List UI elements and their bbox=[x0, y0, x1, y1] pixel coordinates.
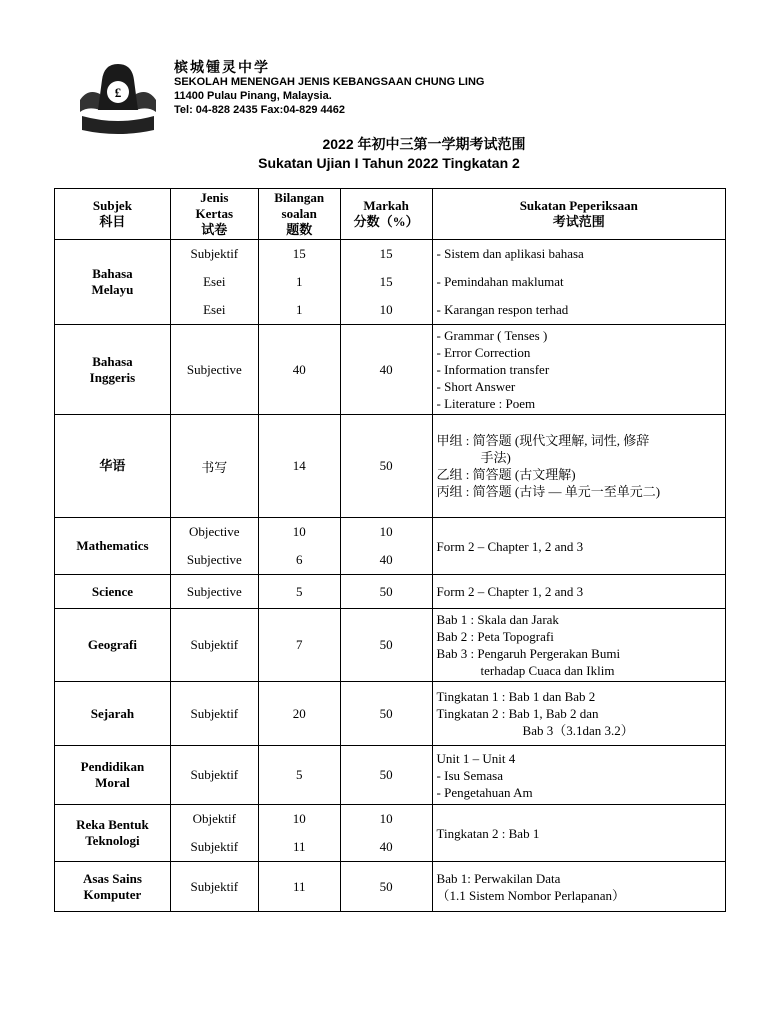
questions-cell: 5 bbox=[258, 575, 340, 609]
marks-cell: 50 bbox=[340, 609, 432, 682]
paper-cell: 书写 bbox=[170, 415, 258, 518]
questions-cell: 10 6 bbox=[258, 518, 340, 575]
marks-cell: 50 bbox=[340, 746, 432, 805]
subject-cell: Mathematics bbox=[55, 518, 171, 575]
table-row bbox=[55, 518, 726, 575]
questions-cell: 7 bbox=[258, 609, 340, 682]
subject-cell: 华语 bbox=[55, 415, 171, 518]
table-row bbox=[55, 575, 726, 609]
table-row bbox=[55, 415, 726, 518]
header-subject: Subjek 科目 bbox=[55, 189, 171, 240]
subject-cell: Science bbox=[55, 575, 171, 609]
table-row bbox=[55, 746, 726, 805]
school-address: 11400 Pulau Pinang, Malaysia. bbox=[174, 90, 332, 102]
school-header bbox=[174, 60, 484, 117]
title-cn: 2022 年初中三第一学期考试范围 bbox=[322, 136, 526, 152]
marks-cell: 50 bbox=[340, 415, 432, 518]
marks-cell: 10 40 bbox=[340, 805, 432, 862]
syllabus-cell: Tingkatan 2 : Bab 1 bbox=[432, 805, 725, 862]
marks-cell: 10 40 bbox=[340, 518, 432, 575]
syllabus-cell: Bab 1 : Skala dan Jarak Bab 2 : Peta Topografi Bab 3 : Pengaruh Pergerakan Bumi terhadap Cuaca dan Iklim bbox=[432, 609, 725, 682]
syllabus-cell: Form 2 – Chapter 1, 2 and 3 bbox=[432, 575, 725, 609]
table-row bbox=[55, 805, 726, 862]
header-marks: Markah 分数（%） bbox=[340, 189, 432, 240]
syllabus-cell: Unit 1 – Unit 4 - Isu Semasa - Pengetahuan Am bbox=[432, 746, 725, 805]
questions-cell: 11 bbox=[258, 862, 340, 912]
table-row bbox=[55, 325, 726, 415]
paper-cell: Subjektif bbox=[170, 609, 258, 682]
svg-text:£: £ bbox=[114, 85, 122, 100]
questions-cell: 14 bbox=[258, 415, 340, 518]
syllabus-cell: Tingkatan 1 : Bab 1 dan Bab 2 Tingkatan 2 : Bab 1, Bab 2 dan Bab 3（3.1dan 3.2） bbox=[432, 682, 725, 746]
paper-cell: Subjektif bbox=[170, 746, 258, 805]
header-syllabus: Sukatan Peperiksaan 考试范围 bbox=[432, 189, 725, 240]
syllabus-cell: 甲组 : 简答题 (现代文理解, 词性, 修辞 手法) 乙组 : 简答题 (古文理解) 丙组 : 简答题 (古诗 — 单元一至单元二) bbox=[432, 415, 725, 518]
questions-cell: 20 bbox=[258, 682, 340, 746]
syllabus-cell: Form 2 – Chapter 1, 2 and 3 bbox=[432, 518, 725, 575]
syllabus-table bbox=[54, 188, 726, 912]
subject-cell: Geografi bbox=[55, 609, 171, 682]
marks-cell: 40 bbox=[340, 325, 432, 415]
syllabus-cell: - Grammar ( Tenses ) - Error Correction - Information transfer - Short Answer - Literature : Poem bbox=[432, 325, 725, 415]
paper-cell: Subjektif bbox=[170, 682, 258, 746]
header-paper: Jenis Kertas 试卷 bbox=[170, 189, 258, 240]
document-titles bbox=[0, 135, 768, 173]
subject-cell: Asas Sains Komputer bbox=[55, 862, 171, 912]
marks-cell: 50 bbox=[340, 682, 432, 746]
school-logo bbox=[78, 60, 158, 134]
questions-cell: 40 bbox=[258, 325, 340, 415]
syllabus-cell: Bab 1: Perwakilan Data （1.1 Sistem Nombor Perlapanan） bbox=[432, 862, 725, 912]
subject-cell: Bahasa Inggeris bbox=[55, 325, 171, 415]
table-row bbox=[55, 240, 726, 325]
questions-cell: 15 1 1 bbox=[258, 240, 340, 325]
subject-cell: Bahasa Melayu bbox=[55, 240, 171, 325]
table-row bbox=[55, 862, 726, 912]
paper-cell: Subjective bbox=[170, 325, 258, 415]
marks-cell: 50 bbox=[340, 575, 432, 609]
header-row bbox=[55, 189, 726, 240]
paper-cell: Subjektif bbox=[170, 862, 258, 912]
school-name-cn: 槟城锺灵中学 bbox=[174, 59, 270, 75]
title-ms: Sukatan Ujian I Tahun 2022 Tingkatan 2 bbox=[258, 155, 520, 171]
table-row bbox=[55, 609, 726, 682]
syllabus-cell: - Sistem dan aplikasi bahasa - Pemindahan maklumat - Karangan respon terhad bbox=[432, 240, 725, 325]
paper-cell: Subjektif Esei Esei bbox=[170, 240, 258, 325]
questions-cell: 5 bbox=[258, 746, 340, 805]
paper-cell: Objektif Subjektif bbox=[170, 805, 258, 862]
subject-cell: Sejarah bbox=[55, 682, 171, 746]
paper-cell: Subjective bbox=[170, 575, 258, 609]
questions-cell: 10 11 bbox=[258, 805, 340, 862]
header-questions: Bilangan soalan 题数 bbox=[258, 189, 340, 240]
marks-cell: 50 bbox=[340, 862, 432, 912]
school-contact: Tel: 04-828 2435 Fax:04-829 4462 bbox=[174, 104, 346, 116]
paper-cell: Objective Subjective bbox=[170, 518, 258, 575]
school-name-ms: SEKOLAH MENENGAH JENIS KEBANGSAAN CHUNG LING bbox=[174, 76, 485, 88]
subject-cell: Reka Bentuk Teknologi bbox=[55, 805, 171, 862]
marks-cell: 15 15 10 bbox=[340, 240, 432, 325]
table-row bbox=[55, 682, 726, 746]
subject-cell: Pendidikan Moral bbox=[55, 746, 171, 805]
